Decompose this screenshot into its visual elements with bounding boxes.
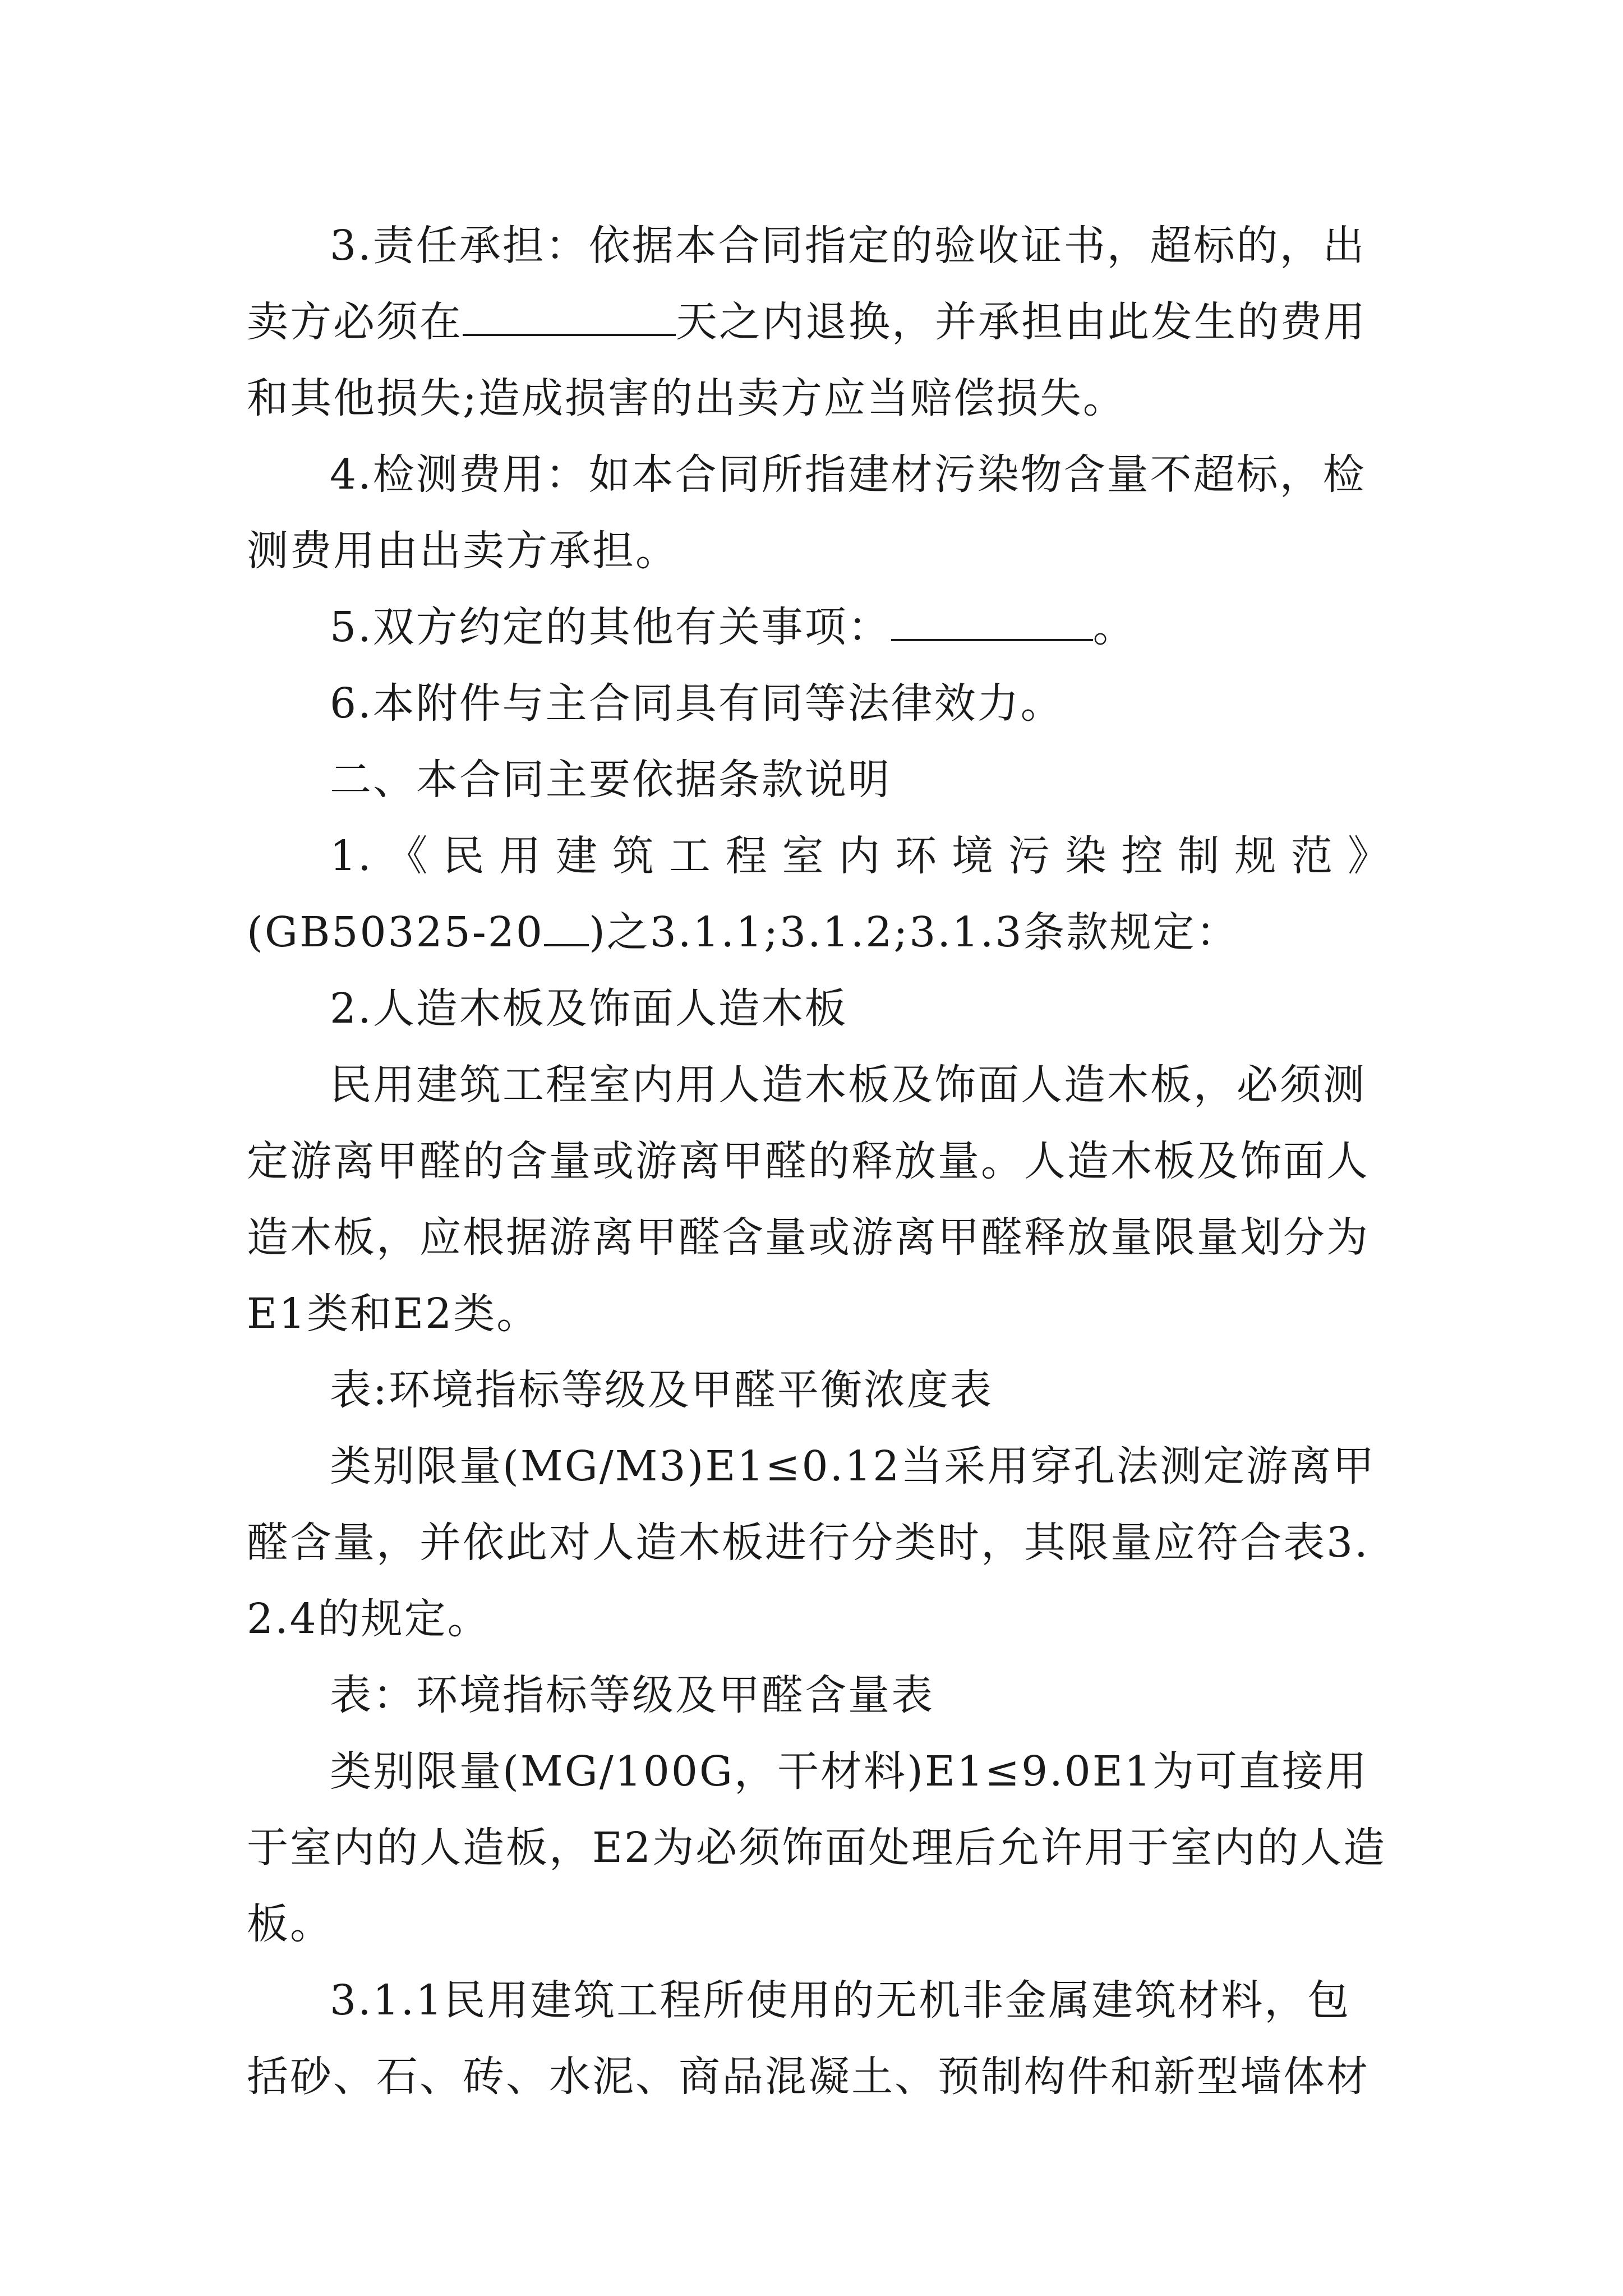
standard-clauses-text: )之3.1.1;3.1.2;3.1.3条款规定： [588, 908, 1239, 956]
paragraph-other-matters-text: 5.双方约定的其他有关事项： [330, 603, 891, 651]
blank-year-field [544, 905, 589, 946]
paragraph-liability [247, 208, 1391, 436]
blank-other-matters-field [891, 600, 1093, 641]
paragraph-inorganic-materials: 3.1.1民用建筑工程所使用的无机非金属建筑材料，包括砂、石、砖、水泥、商品混凝土、预制构件和新型墙体材 [247, 1976, 1370, 2101]
paragraph-wood-boards-body: 民用建筑工程室内用人造木板及饰面人造木板，必须测定游离甲醛的含量或游离甲醛的释放量。人造木板及饰面人造木板，应根据游离甲醛含量或游离甲醛释放量限量划分为E1类和E2类。 [247, 1061, 1370, 1338]
table-caption-formaldehyde-concentration: 表:环境指标等级及甲醛平衡浓度表 [330, 1366, 993, 1414]
paragraph-testing-fee: 4.检测费用：如本合同所指建材污染物含量不超标，检测费用由出卖方承担。 [247, 450, 1366, 575]
paragraph-other-matters [247, 589, 1391, 665]
paragraph-legal-effect: 6.本附件与主合同具有同等法律效力。 [330, 679, 1064, 728]
paragraph-concentration-limit: 类别限量(MG/M3)E1≤0.12当采用穿孔法测定游离甲醛含量，并依此对人造木板进行分类时，其限量应符合表3.2.4的规定。 [247, 1442, 1376, 1643]
paragraph-liability-text-start: 3.责任承担：依据本合同指定的验收证书，超标的，出卖方必须在 [247, 222, 1366, 346]
section-heading-basis: 二、本合同主要依据条款说明 [330, 756, 891, 804]
paragraph-content-limit: 类别限量(MG/100G，干材料)E1≤9.0E1为可直接用于室内的人造板，E2为必须饰面处理后允许用于室内的人造板。 [247, 1747, 1387, 1948]
paragraph-liability-text-end: 天之内退换，并承担由此发生的费用和其他损失;造成损害的出卖方应当赔偿损失。 [247, 298, 1367, 422]
blank-days-field [463, 295, 676, 336]
paragraph-wood-boards-heading: 2.人造木板及饰面人造木板 [330, 984, 848, 1033]
standard-code-text: (GB50325-20 [247, 908, 544, 956]
paragraph-other-matters-end: 。 [1092, 603, 1136, 651]
paragraph-standard-clauses [247, 894, 1391, 970]
table-caption-formaldehyde-content: 表：环境指标等级及甲醛含量表 [330, 1671, 934, 1719]
document-body [247, 208, 1391, 2115]
paragraph-standard-title: 1.《民用建筑工程室内环境污染控制规范》 [330, 832, 1391, 880]
